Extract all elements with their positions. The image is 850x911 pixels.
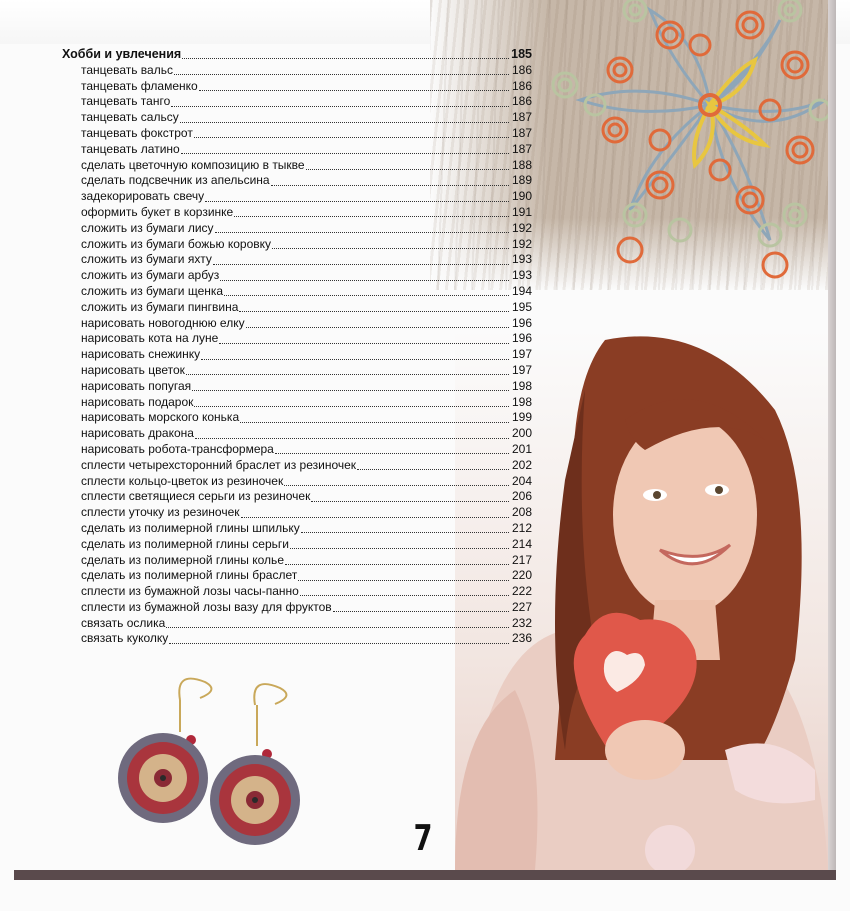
toc-entry-label: танцевать латино [81,141,180,156]
toc-entry-page: 187 [511,125,532,140]
toc-entry-label: сделать подсвечник из апельсина [81,173,270,188]
toc-leader-dots [195,428,509,439]
toc-leader-dots [199,80,509,91]
toc-entry [62,158,532,174]
toc-entry-label: сплести из бумажной лозы часы-панно [81,584,299,599]
toc-leader-dots [311,491,509,502]
toc-entry-label: танцевать фокстрот [81,125,193,140]
toc-entry-page: 236 [511,631,532,646]
toc-entry-label: сложить из бумаги яхту [81,252,212,267]
toc-entry [62,331,532,347]
toc-entry-page: 196 [511,331,532,346]
toc-entry-page: 208 [511,505,532,520]
toc-entry-label: сделать из полимерной глины колье [81,552,284,567]
toc-leader-dots [181,143,509,154]
toc-leader-dots [166,617,509,628]
toc-entry-label: сложить из бумаги арбуз [81,268,220,283]
scan-margin-shadow [828,0,836,880]
toc-entry-page: 190 [511,189,532,204]
toc-entry-label: танцевать фламенко [81,78,198,93]
toc-entry [62,94,532,110]
toc-leader-dots [306,159,509,170]
toc-entry-label: нарисовать попугая [81,378,192,393]
toc-entry-page: 198 [511,394,532,409]
toc-entry [62,142,532,158]
toc-entry-page: 194 [511,283,532,298]
toc-entry-page: 206 [511,489,532,504]
toc-leader-dots [241,507,510,518]
toc-heading-label: Хобби и увлечения [62,47,182,61]
toc-entry [62,426,532,442]
toc-entry-page: 188 [511,157,532,172]
toc-leader-dots [290,538,509,549]
toc-entry [62,395,532,411]
toc-entry [62,489,532,505]
toc-leader-dots [300,585,509,596]
toc-entry [62,631,532,647]
toc-leader-dots [169,633,509,644]
toc-leader-dots [213,254,509,265]
toc-leader-dots [224,285,509,296]
toc-entry-label: сплести светящиеся серьги из резиночек [81,489,311,504]
toc-leader-dots [194,127,509,138]
toc-leader-dots [205,191,509,202]
toc-entry-label: нарисовать цветок [81,362,185,377]
toc-entry-page: 187 [511,110,532,125]
toc-entry [62,347,532,363]
scan-bottom-edge [14,870,836,880]
toc-heading-page: 185 [511,47,532,61]
toc-entry [62,521,532,537]
toc-entry-label: связать ослика [81,615,166,630]
toc-entry-label: нарисовать робота-трансформера [81,441,274,456]
toc-entry-page: 186 [511,94,532,109]
toc-entry [62,616,532,632]
toc-entry-label: сделать из полимерной глины серьги [81,536,289,551]
toc-entry-label: нарисовать новогоднюю елку [81,315,245,330]
toc-entry-label: сложить из бумаги щенка [81,283,224,298]
toc-heading [62,47,532,63]
toc-entry-page: 200 [511,426,532,441]
quilling-flower-image [520,0,830,285]
toc-leader-dots [186,364,509,375]
toc-entry-label: сплести четырехсторонний браслет из резиночек [81,457,357,472]
toc-entry [62,79,532,95]
toc-entry-page: 192 [511,220,532,235]
toc-entry-label: сложить из бумаги божью коровку [81,236,272,251]
toc-entry [62,189,532,205]
toc-leader-dots [357,459,509,470]
toc-entry-page: 187 [511,141,532,156]
toc-leader-dots [285,554,509,565]
toc-leader-dots [298,570,509,581]
toc-entry-page: 197 [511,347,532,362]
toc-entry [62,316,532,332]
toc-leader-dots [194,396,509,407]
toc-entry [62,363,532,379]
toc-entry-label: оформить букет в корзинке [81,204,234,219]
toc-entry-label: танцевать сальсу [81,110,179,125]
toc-entry-page: 204 [511,473,532,488]
toc-entry-page: 191 [511,204,532,219]
toc-entry [62,442,532,458]
toc-entry [62,252,532,268]
toc-entry-label: сложить из бумаги пингвина [81,299,239,314]
toc-entry-page: 186 [511,78,532,93]
toc-entry-label: сложить из бумаги лису [81,220,214,235]
toc-entry-label: сделать из полимерной глины шпильку [81,520,300,535]
toc-entry-page: 227 [511,599,532,614]
toc-entry-label: сделать цветочную композицию в тыкве [81,157,305,172]
toc-entry-page: 212 [511,520,532,535]
toc-entry-page: 198 [511,378,532,393]
toc-entry-page: 217 [511,552,532,567]
toc-entry-page: 196 [511,315,532,330]
toc-entry-page: 186 [511,62,532,77]
toc-leader-dots [192,380,509,391]
toc-entry-page: 220 [511,568,532,583]
toc-entry [62,300,532,316]
toc-leader-dots [301,522,509,533]
toc-leader-dots [215,222,509,233]
toc-entry-label: нарисовать снежинку [81,347,201,362]
toc-entry-page: 222 [511,584,532,599]
toc-entry [62,584,532,600]
toc-entry-label: сплести кольцо-цветок из резиночек [81,473,284,488]
toc-entry [62,474,532,490]
toc-leader-dots [239,301,509,312]
toc-leader-dots [246,317,509,328]
toc-entry-page: 192 [511,236,532,251]
toc-entry [62,600,532,616]
toc-leader-dots [333,601,509,612]
toc-entry [62,410,532,426]
toc-entry [62,268,532,284]
toc-leader-dots [201,349,509,360]
page-number: 7 [413,818,433,859]
toc-leader-dots [171,96,509,107]
toc-entry [62,205,532,221]
toc-leader-dots [234,206,509,217]
toc-entry [62,110,532,126]
toc-entry [62,126,532,142]
toc-entry [62,505,532,521]
toc-entry-label: задекорировать свечу [81,189,205,204]
toc-leader-dots [180,112,509,123]
toc-entry-label: танцевать вальс [81,62,173,77]
toc-leader-dots [240,412,509,423]
table-of-contents [62,47,532,647]
toc-entry [62,284,532,300]
toc-entry-page: 193 [511,268,532,283]
toc-entry [62,458,532,474]
toc-entry-page: 214 [511,536,532,551]
toc-entry [62,237,532,253]
toc-entry-label: нарисовать кота на луне [81,331,219,346]
toc-leader-dots [182,48,509,59]
toc-leader-dots [219,333,509,344]
toc-entry-page: 202 [511,457,532,472]
toc-leader-dots [271,175,509,186]
toc-leader-dots [220,270,509,281]
toc-entry [62,537,532,553]
earrings-image [105,670,305,860]
toc-entry-page: 189 [511,173,532,188]
toc-entry-page: 195 [511,299,532,314]
toc-entry [62,379,532,395]
toc-entry [62,568,532,584]
toc-entry [62,553,532,569]
toc-leader-dots [284,475,509,486]
toc-entry-label: танцевать танго [81,94,171,109]
toc-entry-page: 197 [511,362,532,377]
toc-entry-label: нарисовать морского конька [81,410,240,425]
toc-entry [62,221,532,237]
toc-entry [62,173,532,189]
toc-entry-page: 232 [511,615,532,630]
toc-entry-label: сплести из бумажной лозы вазу для фруктов [81,599,332,614]
toc-leader-dots [275,443,509,454]
toc-entry-label: сделать из полимерной глины браслет [81,568,298,583]
toc-entry-page: 201 [511,441,532,456]
toc-leader-dots [174,64,509,75]
toc-entry-page: 199 [511,410,532,425]
toc-entry-label: связать куколку [81,631,169,646]
toc-entry-label: нарисовать подарок [81,394,194,409]
toc-leader-dots [272,238,509,249]
toc-entry-label: нарисовать дракона [81,426,194,441]
toc-entry-page: 193 [511,252,532,267]
toc-entry [62,63,532,79]
toc-entry-label: сплести уточку из резиночек [81,505,240,520]
